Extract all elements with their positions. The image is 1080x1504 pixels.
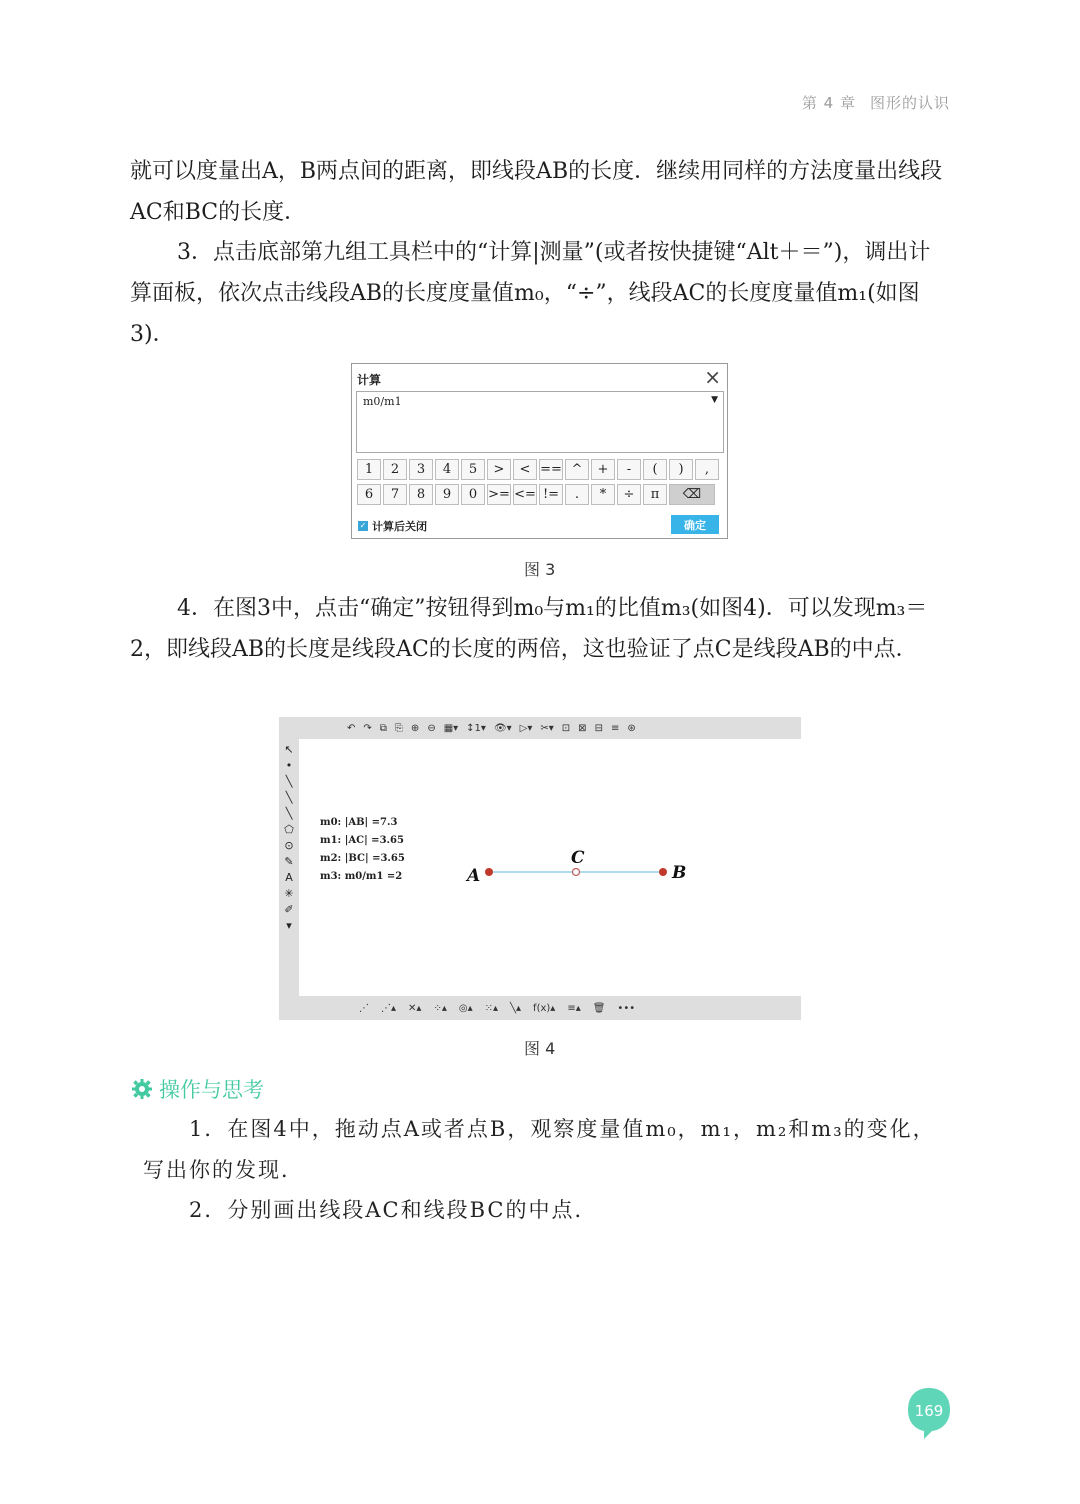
calc-key[interactable]: >= xyxy=(487,484,511,505)
keypad xyxy=(357,459,723,509)
label-c: C xyxy=(571,848,585,868)
construction-tool-icon[interactable]: ⁙▴ xyxy=(484,1002,498,1014)
drawing-tool-icon[interactable]: A xyxy=(285,871,293,884)
calculator-panel xyxy=(351,363,728,539)
drawing-tool-icon[interactable]: ╲ xyxy=(285,775,293,788)
measurement-m3: m3: m0/m1 =2 xyxy=(320,871,403,882)
calc-key[interactable]: == xyxy=(539,459,563,480)
construction-tool-icon[interactable]: ⁘▴ xyxy=(433,1002,447,1014)
drawing-tool-icon[interactable]: ╲ xyxy=(285,791,293,804)
question-2: 2．分别画出线段AC和线段BC的中点． xyxy=(189,1198,598,1222)
construction-tool-icon[interactable]: ⋰ xyxy=(359,1002,369,1014)
calc-key[interactable]: > xyxy=(487,459,511,480)
figure-4-caption: 图 4 xyxy=(524,1039,556,1058)
toolbar-tool-icon[interactable]: ≡ xyxy=(610,722,620,734)
construction-tool-icon[interactable]: ◎▴ xyxy=(458,1002,473,1014)
toolbar-tool-icon[interactable]: ⊡ xyxy=(561,722,571,734)
construction-tool-icon[interactable]: ✕▴ xyxy=(408,1002,422,1014)
drawing-tool-icon[interactable]: ╲ xyxy=(285,807,293,820)
calc-key[interactable]: 0 xyxy=(461,484,485,505)
toolbar-tool-icon[interactable]: ✂▾ xyxy=(540,722,554,734)
calc-key[interactable]: , xyxy=(695,459,719,480)
construction-tool-icon[interactable]: ≡▴ xyxy=(567,1002,581,1014)
drawing-tool-icon[interactable]: ✎ xyxy=(284,855,294,868)
calc-key[interactable]: <= xyxy=(513,484,537,505)
drawing-tool-icon[interactable]: ⬠ xyxy=(284,823,294,836)
calc-key[interactable]: ÷ xyxy=(617,484,641,505)
measurement-m0: m0: |AB| =7.3 xyxy=(320,817,398,828)
section-title: 操作与思考 xyxy=(159,1078,264,1102)
toolbar-tool-icon[interactable]: ↶ xyxy=(347,722,356,734)
point-b[interactable] xyxy=(659,868,667,876)
section-heading xyxy=(131,1074,264,1104)
chevron-down-icon[interactable]: ▼ xyxy=(711,395,718,405)
close-after-calc-checkbox[interactable] xyxy=(358,518,427,534)
toolbar-tool-icon[interactable]: ⧉ xyxy=(379,722,387,734)
geometry-canvas[interactable] xyxy=(279,717,801,1020)
point-c[interactable] xyxy=(573,869,580,876)
calc-key[interactable]: 1 xyxy=(357,459,381,480)
construction-tool-icon[interactable]: 🗑 xyxy=(592,1002,606,1014)
geometry-app xyxy=(279,717,801,1020)
checkbox-icon[interactable]: ✓ xyxy=(359,521,367,530)
drawing-tool-icon[interactable]: ▾ xyxy=(286,919,292,932)
toolbar-tool-icon[interactable]: ⊟ xyxy=(594,722,603,734)
calc-key[interactable]: != xyxy=(539,484,563,505)
calc-key[interactable]: 4 xyxy=(435,459,459,480)
calc-key[interactable]: . xyxy=(565,484,589,505)
construction-tool-icon[interactable]: ••• xyxy=(617,1002,636,1014)
construction-tool-icon[interactable]: ╲▴ xyxy=(510,1002,522,1014)
toolbar-tool-icon[interactable]: ↷ xyxy=(363,722,372,734)
toolbar-tool-icon[interactable]: ▷▾ xyxy=(519,722,533,734)
calc-key[interactable]: 9 xyxy=(435,484,459,505)
calc-key[interactable]: < xyxy=(513,459,537,480)
chapter-number: 第 4 章 xyxy=(801,94,856,112)
calc-key[interactable]: * xyxy=(591,484,615,505)
calc-key[interactable]: ) xyxy=(669,459,693,480)
gear-icon xyxy=(131,1078,153,1100)
paragraph-1: 就可以度量出A，B两点间的距离，即线段AB的长度．继续用同样的方法度量出线段AC和BC的长度． xyxy=(130,159,943,225)
calc-key[interactable]: ^ xyxy=(565,459,589,480)
close-icon[interactable]: × xyxy=(704,365,721,389)
toolbar-tool-icon[interactable]: ⊖ xyxy=(427,722,436,734)
ok-button[interactable]: 确定 xyxy=(671,515,719,534)
point-a[interactable] xyxy=(485,868,493,876)
expression-input[interactable] xyxy=(356,391,724,453)
page-number-badge xyxy=(906,1386,952,1440)
calc-key[interactable]: 8 xyxy=(409,484,433,505)
calc-key[interactable]: 3 xyxy=(409,459,433,480)
calculator-title: 计算 xyxy=(357,373,382,387)
label-b: B xyxy=(672,863,687,883)
backspace-button[interactable]: ⌫ xyxy=(669,484,715,505)
page-number: 169 xyxy=(914,1402,944,1420)
checkbox-label: 计算后关闭 xyxy=(372,520,427,533)
drawing-tool-icon[interactable]: ↖ xyxy=(284,743,294,756)
toolbar-tool-icon[interactable]: ▦▾ xyxy=(443,722,459,734)
drawing-tool-icon[interactable]: ⊙ xyxy=(284,839,294,852)
drawing-tool-icon[interactable]: • xyxy=(285,759,293,772)
toolbar-tool-icon[interactable]: ⎘ xyxy=(394,722,403,734)
drawing-tool-icon[interactable]: ✐ xyxy=(284,903,294,916)
toolbar-tool-icon[interactable]: 👁▾ xyxy=(493,722,512,734)
measurement-m2: m2: |BC| =3.65 xyxy=(320,853,405,864)
construction-tool-icon[interactable]: ⋰▴ xyxy=(381,1002,397,1014)
calc-key[interactable]: 7 xyxy=(383,484,407,505)
measurement-m1: m1: |AC| =3.65 xyxy=(320,835,404,846)
label-a: A xyxy=(467,866,481,886)
expression-value: m0/m1 xyxy=(363,395,402,408)
paragraph-3: 4．在图3中，点击“确定”按钮得到m₀与m₁的比值m₃(如图4)．可以发现m₃＝2，即线段AB的长度是线段AC的长度的两倍，这也验证了点C是线段AB的中点． xyxy=(130,596,928,662)
calc-key[interactable]: + xyxy=(591,459,615,480)
calc-key[interactable]: ( xyxy=(643,459,667,480)
chapter-title: 图形的认识 xyxy=(869,94,950,112)
question-1: 1．在图4中，拖动点A或者点B，观察度量值m₀，m₁，m₂和m₃的变化，写出你的发现． xyxy=(143,1117,936,1182)
construction-tool-icon[interactable]: f(x)▴ xyxy=(533,1002,556,1014)
toolbar-tool-icon[interactable]: ⊕ xyxy=(410,722,420,734)
paragraph-2: 3．点击底部第九组工具栏中的“计算|测量”(或者按快捷键“Alt＋＝”)，调出计算面板，依次点击线段AB的长度度量值m₀，“÷”，线段AC的长度度量值m₁(如图3)． xyxy=(130,240,931,347)
keypad-row-1 xyxy=(357,459,723,480)
figure-3-caption: 图 3 xyxy=(524,560,556,579)
calc-key[interactable]: 2 xyxy=(383,459,407,480)
calc-key[interactable]: 6 xyxy=(357,484,381,505)
drawing-tool-icon[interactable]: ✳ xyxy=(284,887,294,900)
toolbar-tool-icon[interactable]: ⊛ xyxy=(627,722,636,734)
calc-key[interactable]: π xyxy=(643,484,667,505)
keypad-row-2 xyxy=(357,484,723,505)
toolbar-tool-icon[interactable]: ⊠ xyxy=(578,722,587,734)
calc-key[interactable]: 5 xyxy=(461,459,485,480)
calc-key[interactable]: - xyxy=(617,459,641,480)
toolbar-tool-icon[interactable]: ↕1▾ xyxy=(466,722,486,734)
page-header xyxy=(802,92,950,113)
